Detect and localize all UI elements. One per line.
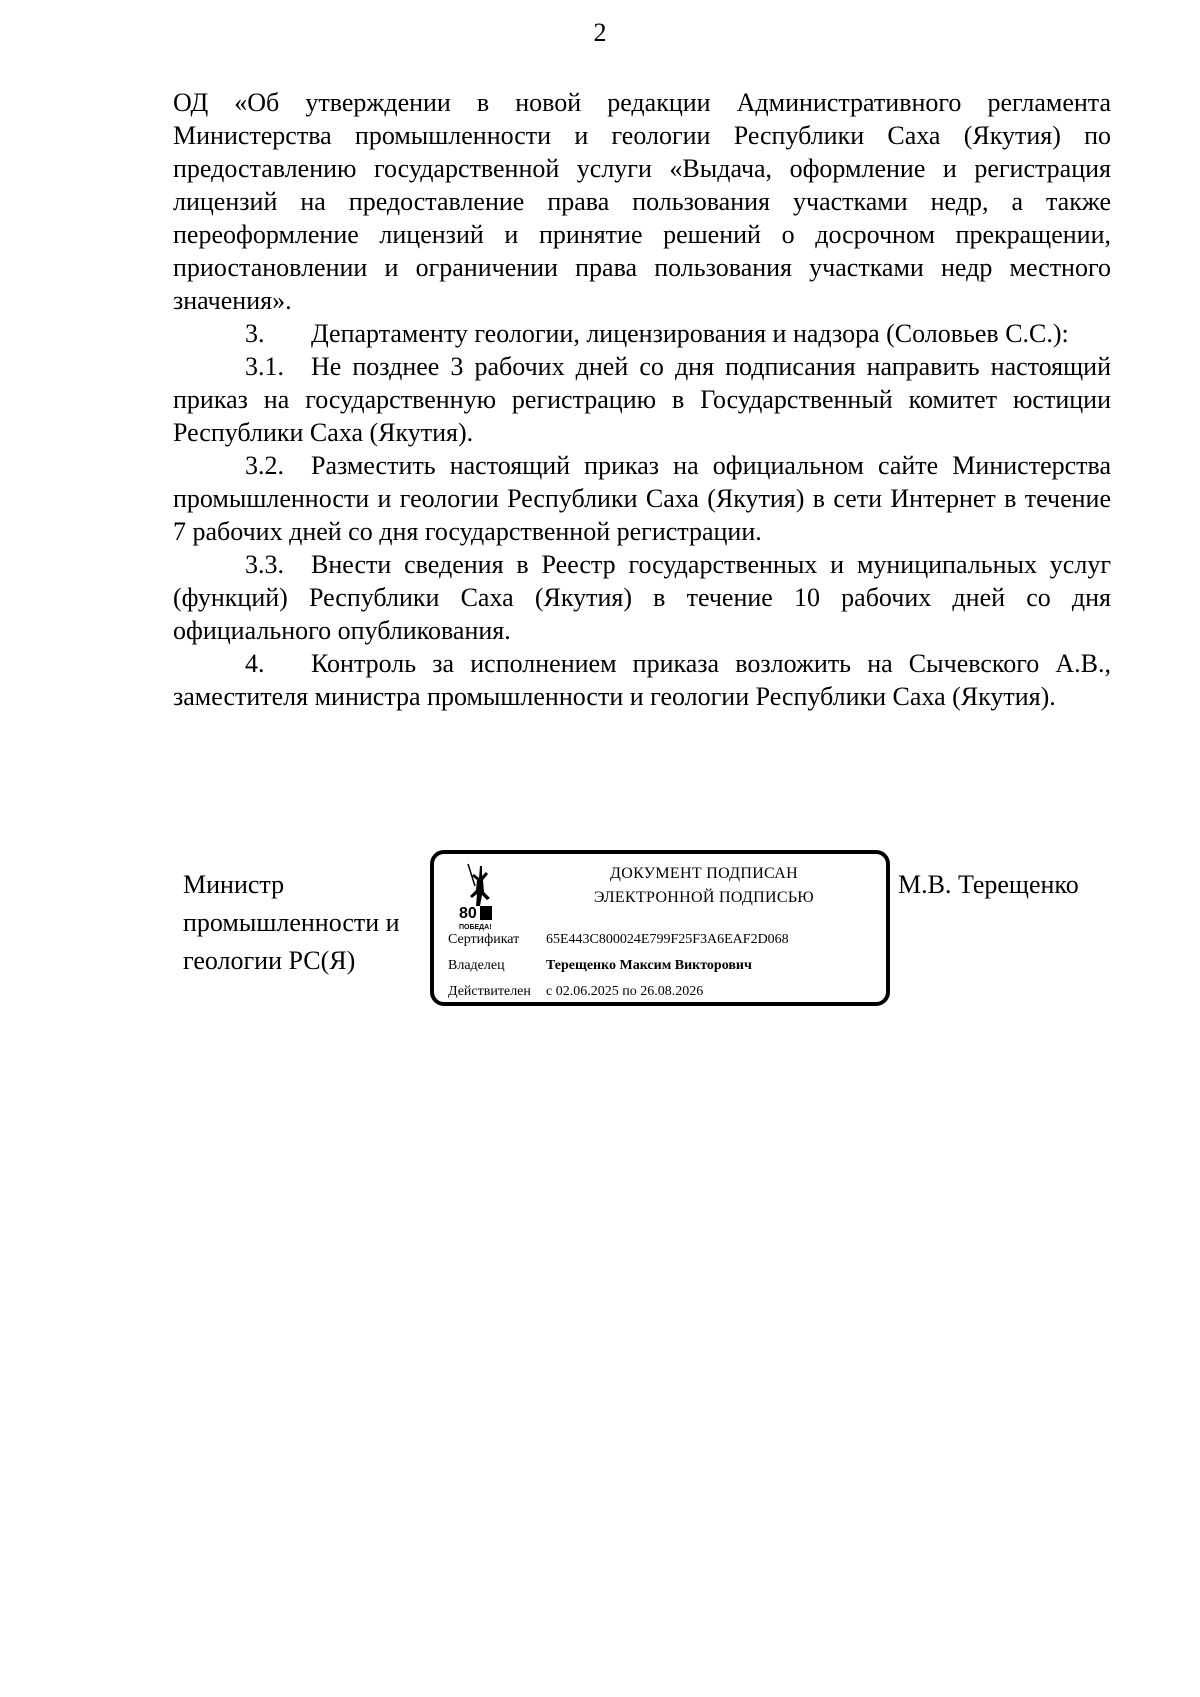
victory-80-emblem-icon [456,862,502,932]
validity-label: Действителен [448,984,531,999]
item-number: 4. [245,649,265,678]
signatory-position-line: Министр [183,870,285,899]
paragraph-continuation: ОД «Об утверждении в новой редакции Административного регламента Министерства промышленности и геологии Республики Саха (Якутия) по предоставлению государственной услуги «Выдача, оформление и регистрация лицензий на предоставление права пользования участками недр, а также переоформление лицензий и принятие решений о досрочном прекращении, приостановлении и ограничении права пользования участками недр местного значения». [173,88,1111,315]
paragraph-item-3-3 [173,548,1111,647]
item-text: Разместить настоящий приказ на официальном сайте Министерства промышленности и геологии Республики Саха (Якутия) в сети Интернет в течение 7 рабочих дней со дня государственной регистрации. [173,451,1111,546]
validity-value: с 02.06.2025 по 26.08.2026 [546,984,704,999]
certificate-value: 65E443C800024E799F25F3A6EAF2D068 [546,932,789,947]
item-number: 3.1. [245,352,284,381]
stamp-title-line: ДОКУМЕНТ ПОДПИСАН [610,865,798,882]
certificate-label: Сертификат [448,932,520,947]
item-number: 3.3. [245,550,284,579]
paragraph-item-3 [173,317,1111,350]
signatory-position-line: геологии РС(Я) [183,946,356,975]
item-text: Не позднее 3 рабочих дней со дня подписания направить настоящий приказ на государственную регистрацию в Государственный комитет юстиции Республики Саха (Якутия). [173,352,1111,447]
item-number: 3. [245,319,265,348]
paragraph-item-3-2 [173,449,1111,548]
owner-label: Владелец [448,958,505,973]
paragraph-item-3-1 [173,350,1111,449]
stamp-title-line: ЭЛЕКТРОННОЙ ПОДПИСЬЮ [593,889,815,906]
page-number: 2 [593,18,607,47]
paragraph-item-4 [173,647,1111,713]
stamp-validity-row [448,982,703,1002]
signatory-position-line: промышленности и [183,908,400,937]
item-number: 3.2. [245,451,284,480]
owner-value: Терещенко Максим Викторович [546,958,752,973]
document-body [173,86,1111,713]
item-text: Департаменту геологии, лицензирования и надзора (Соловьев С.С.): [311,319,1069,348]
signatory-position [183,866,400,980]
stamp-certificate-row [448,930,789,950]
stamp-title [534,862,874,910]
svg-text:80: 80 [459,905,477,922]
electronic-signature-stamp [430,850,890,1006]
item-text: Контроль за исполнением приказа возложить на Сычевского А.В., заместителя министра промышленности и геологии Республики Саха (Якутия). [173,649,1111,711]
signatory-name: М.В. Терещенко [898,870,1079,899]
svg-text:ПОБЕДА!: ПОБЕДА! [459,924,492,931]
item-text: Внести сведения в Реестр государственных и муниципальных услуг (функций) Республики Саха (Якутия) в течение 10 рабочих дней со дня официального опубликования. [173,550,1111,645]
stamp-owner-row [448,956,752,976]
